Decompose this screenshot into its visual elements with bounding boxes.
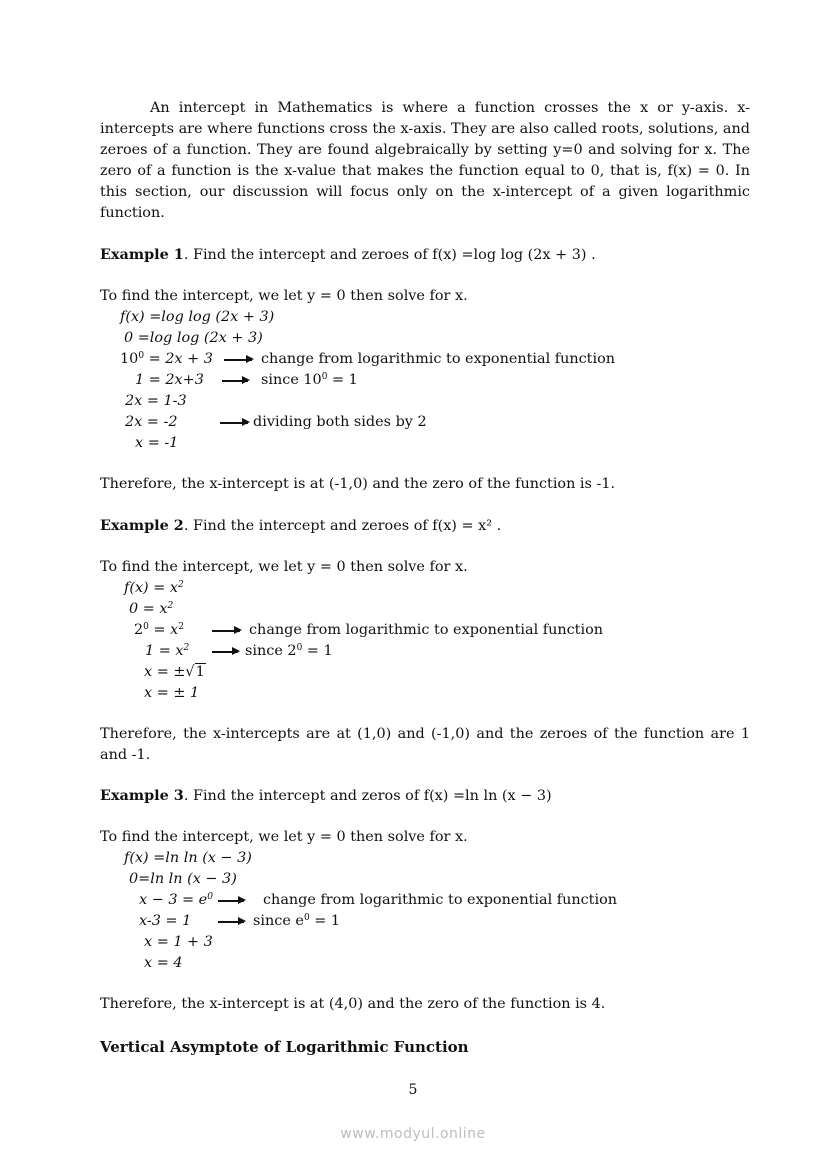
example-1-setup: To find the intercept, we let y = 0 then solve for x. — [100, 288, 468, 304]
ex3-note-2-rest: = 1 — [309, 913, 341, 929]
example-1-steps — [100, 307, 750, 454]
ex2-step-4-exp: 2 — [183, 643, 190, 653]
ex1-step-5: 2x = 1-3 — [125, 393, 187, 409]
example-2-label: Example 2 — [100, 517, 184, 534]
ex2-step-5-text: x = ± — [144, 664, 186, 680]
ex3-step-5: x = 1 + 3 — [144, 934, 213, 950]
arrow-icon — [218, 921, 244, 923]
example-2-prompt: . Find the intercept and zeroes of f(x) = x² . — [183, 518, 502, 534]
ex1-rhs: = 2x + 3 — [148, 351, 213, 367]
ex2-step-2-exp: 2 — [167, 601, 174, 611]
intro-paragraph: An intercept in Mathematics is where a function crosses the x or y-axis. x-intercepts are where functions cross the x-axis. They are also called roots, solutions, and zeroes of a function. They are found algebraically by setting y=0 and solving for x. The zero of a function is the x-value that makes the function equal to 0, that is, f(x) = 0. In this section, our discussion will focus only on the x-intercept of a given logarithmic function. — [100, 100, 750, 221]
ex3-note-2-text: since e — [253, 913, 304, 929]
ex1-step-2: 0 =log log (2x + 3) — [124, 330, 263, 346]
ex1-note-1: change from logarithmic to exponential function — [261, 351, 616, 367]
example-2-setup: To find the intercept, we let y = 0 then solve for x. — [100, 559, 468, 575]
ex1-step-1: f(x) =log log (2x + 3) — [120, 309, 275, 325]
example-3-label: Example 3 — [100, 787, 184, 804]
ex2-step-5 — [144, 662, 206, 683]
ex2-step-2-text: 0 = x — [129, 601, 168, 617]
arrow-icon — [218, 900, 244, 902]
ex1-step-4: 1 = 2x+3 — [135, 372, 204, 388]
ex2-radicand: 1 — [195, 664, 205, 680]
ex3-step-3-text: x − 3 = e — [139, 892, 208, 908]
example-3-prompt: . Find the intercept and zeros of f(x) =ln ln (x − 3) — [183, 788, 552, 804]
example-2-heading — [100, 515, 750, 537]
ex2-note-2-text: since 2 — [245, 643, 297, 659]
example-1-label: Example 1 — [100, 246, 184, 263]
example-3-setup: To find the intercept, we let y = 0 then solve for x. — [100, 829, 468, 845]
ex2-note-2-rest: = 1 — [302, 643, 333, 659]
ex3-note-2-exp: 0 — [303, 913, 310, 923]
example-2-conclusion: Therefore, the x-intercepts are at (1,0) and (-1,0) and the zeroes of the function are 1 and -1. — [100, 726, 750, 763]
example-3-conclusion: Therefore, the x-intercept is at (4,0) and the zero of the function is 4. — [100, 996, 606, 1012]
ex1-note-2-exp: 0 — [321, 372, 328, 382]
ex2-rhs-exp: 2 — [178, 622, 184, 632]
ex2-step-1-exp: 2 — [178, 580, 184, 590]
ex1-base: 10 — [120, 351, 139, 367]
ex2-note-1: change from logarithmic to exponential function — [249, 622, 604, 638]
arrow-icon — [220, 422, 248, 424]
example-1-conclusion: Therefore, the x-intercept is at (-1,0) and the zero of the function is -1. — [100, 476, 616, 492]
example-1-prompt: . Find the intercept and zeroes of f(x) =log log (2x + 3) . — [183, 247, 596, 263]
ex3-note-2 — [253, 911, 340, 932]
ex2-exp0: 0 — [143, 622, 149, 632]
page-number: 5 — [408, 1082, 418, 1098]
ex2-rhs: = x — [153, 622, 179, 638]
arrow-icon — [212, 630, 240, 632]
ex1-step-6: 2x = -2 — [125, 414, 178, 430]
ex1-step-7: x = -1 — [135, 435, 179, 451]
ex3-step-3 — [139, 890, 213, 911]
ex1-note-2-rest: = 1 — [327, 372, 358, 388]
ex2-step-1 — [124, 578, 184, 599]
ex1-note-2-text: since 10 — [261, 372, 322, 388]
ex2-step-1-text: f(x) = x — [124, 580, 178, 596]
ex1-note-3: dividing both sides by 2 — [253, 414, 427, 430]
ex2-step-2 — [129, 599, 173, 620]
document-body — [100, 98, 750, 1058]
watermark: www.modyul.online — [340, 1126, 486, 1142]
ex3-step-3-exp: 0 — [207, 892, 213, 902]
ex1-step-3 — [120, 349, 213, 370]
ex2-step-4 — [145, 641, 189, 662]
example-3-heading — [100, 785, 750, 807]
ex1-exp: 0 — [138, 351, 145, 361]
ex3-note-1: change from logarithmic to exponential function — [263, 892, 618, 908]
ex1-note-2 — [261, 370, 358, 391]
ex3-step-6: x = 4 — [144, 955, 183, 971]
example-2-steps — [100, 578, 750, 704]
section-title: Vertical Asymptote of Logarithmic Function — [100, 1038, 469, 1056]
ex2-note-2 — [245, 641, 333, 662]
ex2-step-3 — [134, 620, 184, 641]
ex3-step-1: f(x) =ln ln (x − 3) — [124, 850, 252, 866]
sqrt-icon: √ — [185, 664, 195, 680]
ex3-step-2: 0=ln ln (x − 3) — [129, 871, 237, 887]
example-3-steps — [100, 848, 750, 974]
arrow-icon — [222, 380, 248, 382]
ex2-base: 2 — [134, 622, 144, 638]
arrow-icon — [212, 651, 238, 653]
example-1-heading — [100, 244, 750, 266]
ex3-step-4: x-3 = 1 — [139, 913, 192, 929]
ex2-step-6: x = ± 1 — [144, 685, 200, 701]
arrow-icon — [224, 359, 252, 361]
ex2-step-4-text: 1 = x — [145, 643, 184, 659]
ex2-note-2-exp: 0 — [296, 643, 303, 653]
